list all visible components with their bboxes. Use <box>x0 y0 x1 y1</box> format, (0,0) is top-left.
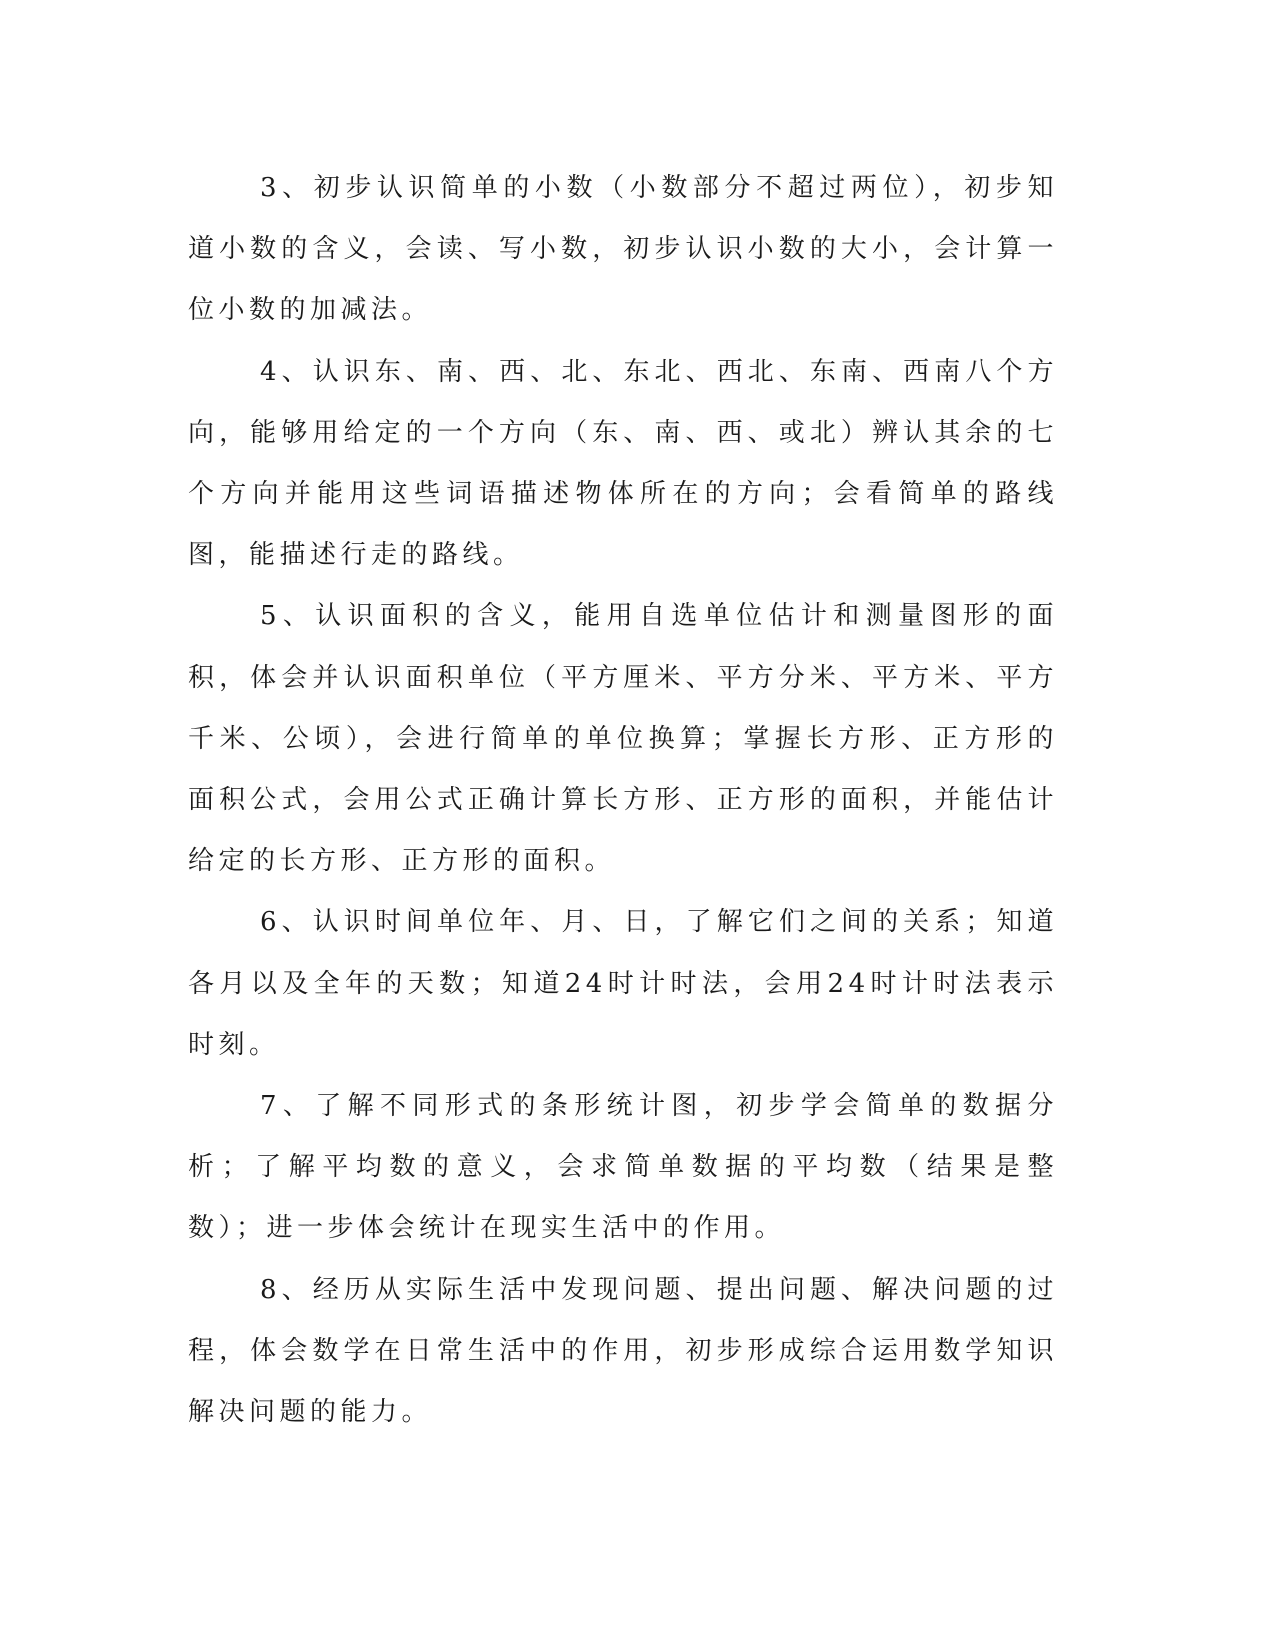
document-body <box>188 158 1058 1443</box>
paragraph-item-8: 8、经历从实际生活中发现问题、提出问题、解决问题的过程，体会数学在日常生活中的作用，初步形成综合运用数学知识解决问题的能力。 <box>188 1274 1058 1428</box>
paragraph-item-7: 7、了解不同形式的条形统计图，初步学会简单的数据分析；了解平均数的意义，会求简单数据的平均数（结果是整数）；进一步体会统计在现实生活中的作用。 <box>188 1091 1058 1244</box>
paragraph-item-5: 5、认识面积的含义，能用自选单位估计和测量图形的面积，体会并认识面积单位（平方厘米、平方分米、平方米、平方千米、公顷），会进行简单的单位换算；掌握长方形、正方形的面积公式，会用公式正确计算长方形、正方形的面积，并能估计给定的长方形、正方形的面积。 <box>188 601 1058 877</box>
paragraph-item-6: 6、认识时间单位年、月、日，了解它们之间的关系；知道各月以及全年的天数；知道24时计时法，会用24时计时法表示时刻。 <box>188 907 1058 1060</box>
paragraph-item-4: 4、认识东、南、西、北、东北、西北、东南、西南八个方向，能够用给定的一个方向（东、南、西、或北）辨认其余的七个方向并能用这些词语描述物体所在的方向；会看简单的路线图，能描述行走的路线。 <box>188 356 1058 571</box>
paragraph-item-3: 3、初步认识简单的小数（小数部分不超过两位），初步知道小数的含义，会读、写小数，初步认识小数的大小，会计算一位小数的加减法。 <box>188 173 1058 326</box>
